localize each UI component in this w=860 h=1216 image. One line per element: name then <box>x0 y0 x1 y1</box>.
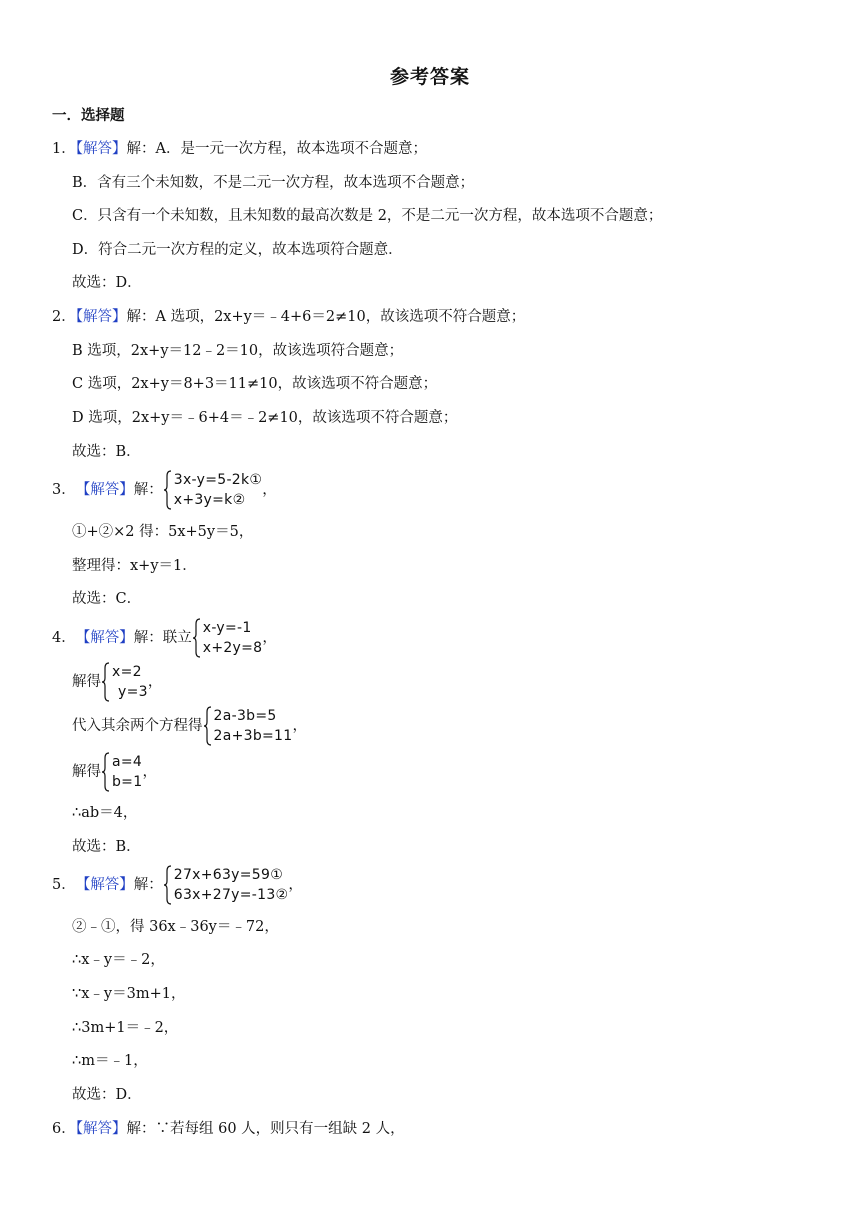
q4-system-1 <box>203 618 263 658</box>
q4-s3-prefix: 代入其余两个方程得 <box>72 718 203 734</box>
q5-line-4: ∵x﹣y＝3m+1， <box>72 986 186 1002</box>
q4-system-3 <box>214 706 293 746</box>
q3-line-3: 整理得：x+y＝1． <box>72 558 197 574</box>
q2-line-5: 故选：B． <box>72 444 141 460</box>
q5-line-5: ∴3m+1＝﹣2， <box>72 1020 179 1036</box>
answer-tag: 【解答】 <box>75 309 127 325</box>
q4-s2-eq-1: x=2 <box>112 664 142 680</box>
q3-line-2: ①+②×2 得：5x+5y＝5， <box>72 524 254 540</box>
q5-line-3: ∴x﹣y＝﹣2， <box>72 952 165 968</box>
q2-line-2: B 选项，2x+y＝12﹣2＝10，故该选项符合题意； <box>72 343 404 359</box>
q1-number: 1． <box>52 141 76 157</box>
q6-number: 6． <box>52 1121 76 1137</box>
q5-comma: ， <box>288 877 303 893</box>
q4-s4-eq-1: a=4 <box>112 754 143 770</box>
section-heading: 一．选择题 <box>52 108 125 124</box>
q5-line-6: ∴m＝﹣1， <box>72 1053 148 1069</box>
q6-line-1 <box>52 1119 405 1139</box>
brace-icon <box>203 706 212 746</box>
q4-line-1 <box>52 618 277 658</box>
q4-comma: ， <box>142 764 157 780</box>
brace-icon <box>163 470 172 510</box>
q2-line-4: D 选项，2x+y＝﹣6+4＝﹣2≠10，故该选项不符合题意； <box>72 410 458 426</box>
q2-line-3: C 选项，2x+y＝8+3＝11≠10，故该选项不符合题意； <box>72 376 438 392</box>
q6-text-1: 解：∵若每组 60 人，则只有一组缺 2 人， <box>126 1121 405 1137</box>
q2-text-1: 解：A 选项，2x+y＝﹣4+6＝2≠10，故该选项不符合题意； <box>126 309 526 325</box>
q5-eq-1: 27x+63y=59① <box>173 867 284 883</box>
q4-line-5: ∴ab＝4， <box>72 805 138 821</box>
brace-icon <box>192 618 201 658</box>
page-title: 参考答案 <box>389 66 470 88</box>
q4-s1-eq-1: x-y=-1 <box>202 620 252 636</box>
q4-s4-eq-2: b=1 <box>112 774 143 790</box>
q4-line-2 <box>72 662 162 702</box>
brace-icon <box>101 662 110 702</box>
q4-prefix: 解：联立 <box>133 630 192 646</box>
q5-line-1 <box>52 865 303 905</box>
q5-prefix: 解： <box>133 877 163 893</box>
q1-line-5: 故选：D． <box>72 275 142 291</box>
q5-line-2: ②﹣①，得 36x﹣36y＝﹣72， <box>72 919 279 935</box>
q3-eq-2: x+3y=k② <box>173 492 246 508</box>
q4-system-2 <box>112 662 148 702</box>
q1-line-2: B．含有三个未知数，不是二元一次方程，故本选项不合题意； <box>72 175 475 191</box>
answer-tag: 【解答】 <box>75 482 134 498</box>
brace-icon <box>101 752 110 792</box>
q5-number: 5． <box>52 877 76 893</box>
q1-line-3: C．只含有一个未知数，且未知数的最高次数是 2，不是二元一次方程，故本选项不合题意； <box>72 208 663 224</box>
answer-tag: 【解答】 <box>75 630 134 646</box>
q3-prefix: 解： <box>133 482 163 498</box>
q4-comma: ， <box>147 674 163 690</box>
q4-s2-prefix: 解得 <box>72 674 101 690</box>
q3-comma: ， <box>262 482 277 498</box>
q5-eq-2: 63x+27y=-13② <box>173 887 289 903</box>
q5-line-7: 故选：D． <box>72 1087 142 1103</box>
q4-comma: ， <box>292 718 307 734</box>
q4-comma: ， <box>262 630 277 646</box>
answer-tag: 【解答】 <box>75 141 127 157</box>
q3-eq-1: 3x-y=5-2k① <box>173 472 263 488</box>
q3-line-4: 故选：C． <box>72 591 142 607</box>
q4-line-6: 故选：B． <box>72 839 141 855</box>
q4-s3-eq-1: 2a-3b=5 <box>213 708 277 724</box>
q4-number: 4． <box>52 630 76 646</box>
q3-line-1 <box>52 470 277 510</box>
q4-s4-prefix: 解得 <box>72 764 101 780</box>
q5-system <box>174 865 289 905</box>
brace-icon <box>163 865 172 905</box>
answer-tag: 【解答】 <box>75 1121 127 1137</box>
answer-tag: 【解答】 <box>75 877 134 893</box>
q3-number: 3． <box>52 482 76 498</box>
q2-number: 2． <box>52 309 76 325</box>
q4-system-4 <box>112 752 142 792</box>
q4-line-4 <box>72 752 157 792</box>
q1-text-1: 解：A．是一元一次方程，故本选项不合题意； <box>126 141 427 157</box>
q1-line-1 <box>52 139 427 159</box>
q1-line-4: D．符合二元一次方程的定义，故本选项符合题意． <box>72 242 403 258</box>
q4-s1-eq-2: x+2y=8 <box>202 640 263 656</box>
q4-line-3 <box>72 706 307 746</box>
q2-line-1 <box>52 307 525 327</box>
q3-system <box>174 470 263 510</box>
q4-s2-eq-2: y=3 <box>118 684 148 700</box>
q4-s3-eq-2: 2a+3b=11 <box>213 728 293 744</box>
